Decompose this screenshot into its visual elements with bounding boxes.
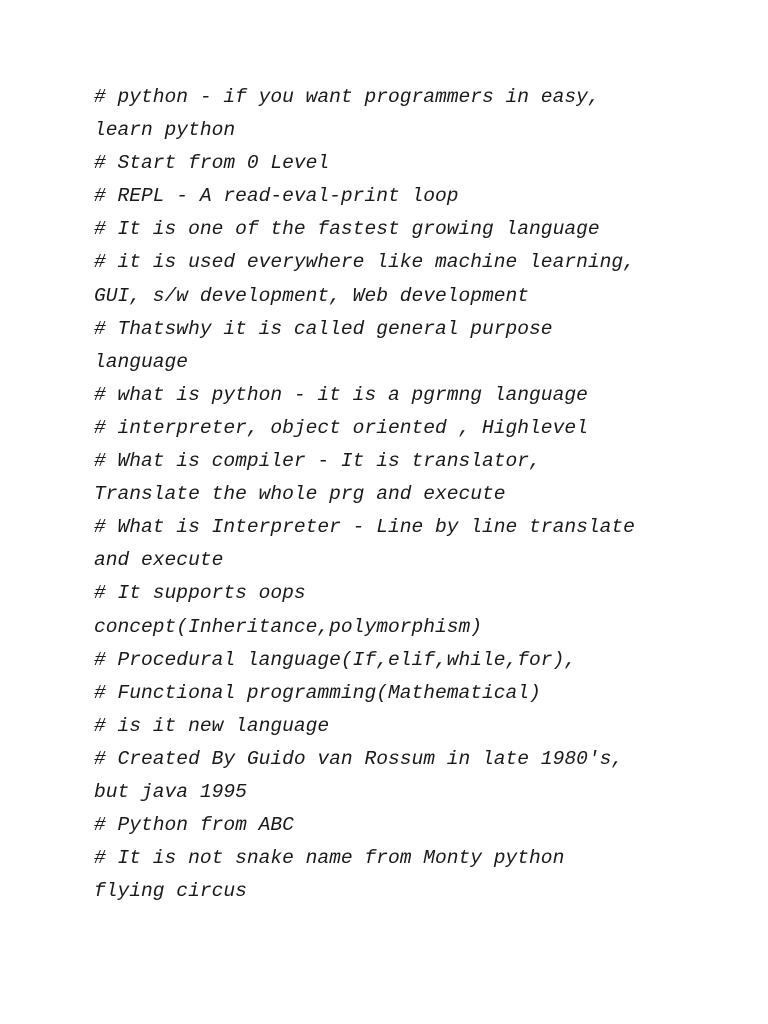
text-line: # Python from ABC [94, 814, 294, 837]
text-line: # It is not snake name from Monty python [94, 847, 565, 870]
text-line: # Created By Guido van Rossum in late 1980's, [94, 747, 624, 770]
text-line: # REPL - A read-eval-print loop [94, 185, 459, 208]
text-line: # Procedural language(If,elif,while,for), [94, 648, 577, 671]
text-line: Translate the whole prg and execute [94, 483, 506, 506]
text-line: # It supports oops [94, 582, 306, 605]
text-line: # Start from 0 Level [94, 152, 330, 175]
text-line: # is it new language [94, 714, 330, 737]
python-notes-text [94, 81, 734, 908]
text-line: # python - if you want programmers in easy, [94, 86, 600, 108]
text-line: # What is Interpreter - Line by line translate [94, 516, 635, 539]
text-line: # Functional programming(Mathematical) [94, 681, 541, 704]
text-line: learn python [94, 119, 236, 142]
text-line: but java 1995 [94, 780, 247, 803]
text-line: # what is python - it is a pgrmng language [94, 383, 588, 406]
text-line: GUI, s/w development, Web development [94, 284, 530, 307]
text-line: # Thatswhy it is called general purpose [94, 317, 553, 340]
text-line: # it is used everywhere like machine learning, [94, 251, 635, 274]
text-line: flying circus [94, 880, 247, 903]
text-line: # It is one of the fastest growing language [94, 218, 600, 241]
text-line: concept(Inheritance,polymorphism) [94, 615, 483, 638]
text-line: and execute [94, 549, 224, 572]
text-line: # interpreter, object oriented , Highlevel [94, 416, 588, 439]
text-line: language [94, 350, 189, 373]
text-line: # What is compiler - It is translator, [94, 450, 541, 473]
